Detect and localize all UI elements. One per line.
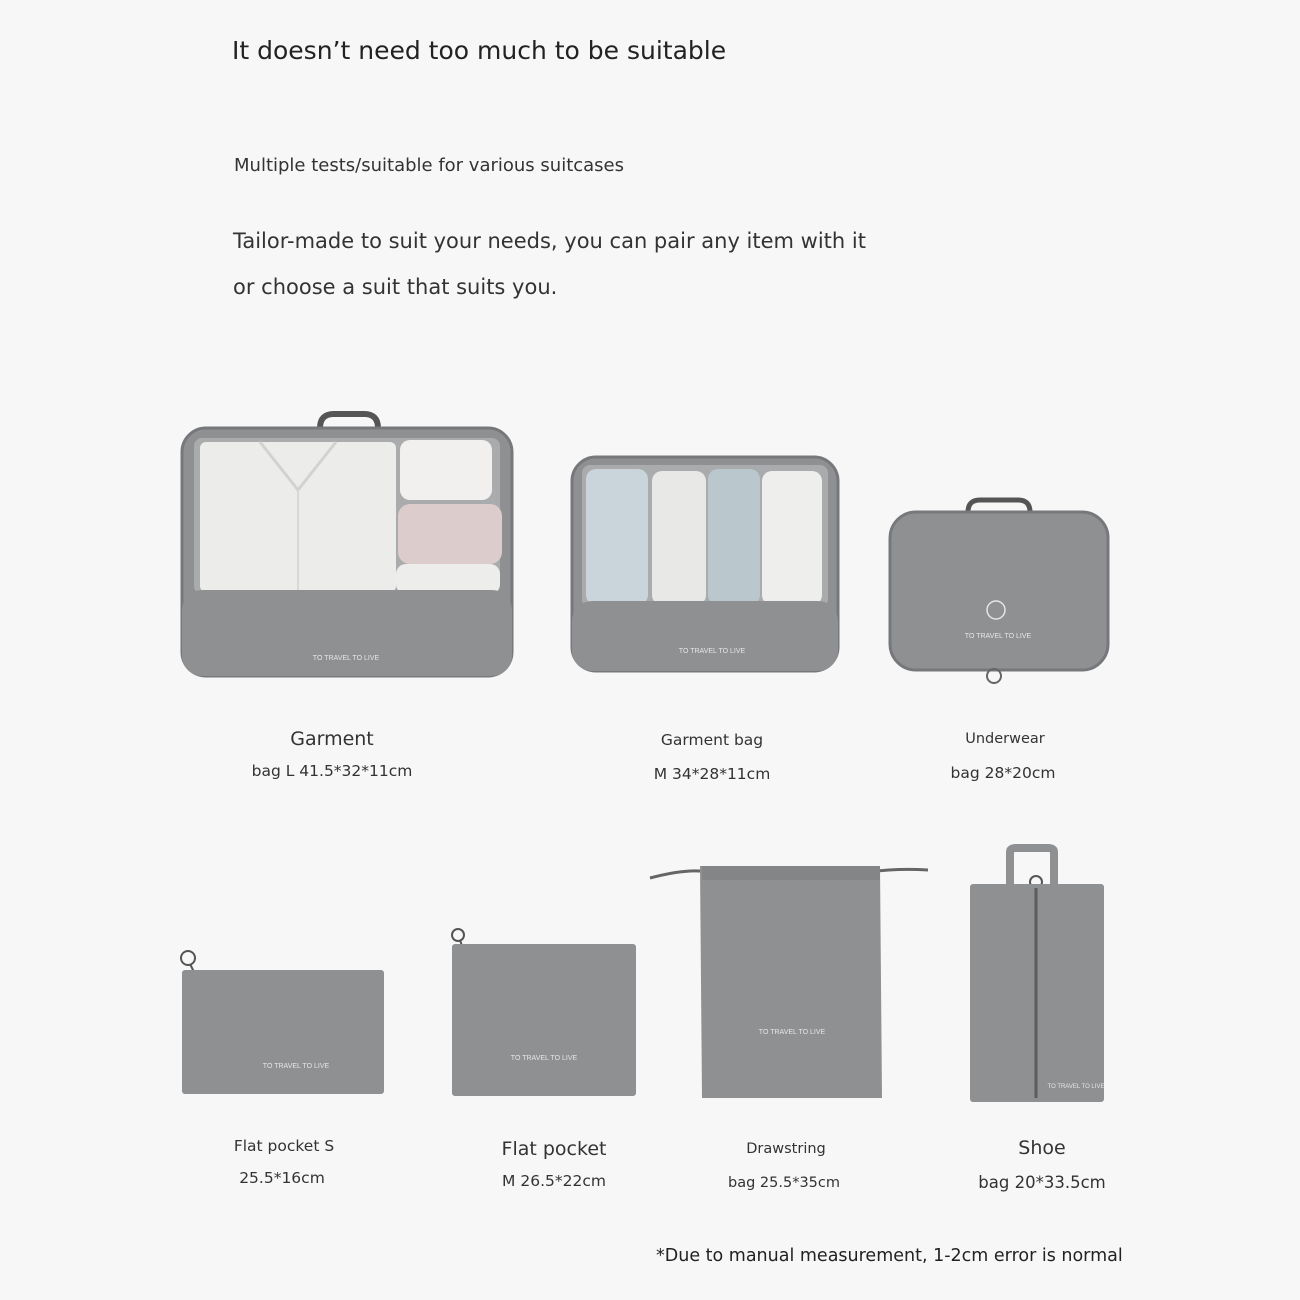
product-name-shoe: Shoe [1018, 1137, 1066, 1159]
product-name-drawstring: Drawstring [746, 1141, 826, 1157]
product-size-garment-bag: M 34*28*11cm [653, 765, 771, 783]
bag-print-text: TO TRAVEL TO LIVE [312, 655, 380, 662]
flat-pocket-medium-image [448, 926, 640, 1100]
product-size-drawstring: bag 25.5*35cm [728, 1175, 840, 1191]
bag-print-text: TO TRAVEL TO LIVE [964, 633, 1032, 640]
product-name-garment: Garment [290, 728, 374, 750]
product-size-garment: bag L 41.5*32*11cm [251, 762, 413, 780]
garment-bag-medium-image [570, 455, 842, 677]
drawstring-bag-image [648, 858, 932, 1104]
bag-print-text: TO TRAVEL TO LIVE [510, 1055, 578, 1062]
bag-print-text: TO TRAVEL TO LIVE [758, 1029, 826, 1036]
product-name-flat-pocket-s: Flat pocket S [233, 1137, 335, 1155]
measurement-footnote: *Due to manual measurement, 1-2cm error is normal [656, 1246, 1123, 1266]
bag-print-text: TO TRAVEL TO LIVE [262, 1063, 330, 1070]
product-name-flat-pocket: Flat pocket [501, 1138, 607, 1160]
product-name-garment-bag: Garment bag [660, 731, 764, 749]
flat-pocket-small-image [176, 946, 388, 1098]
page-subtitle: Multiple tests/suitable for various suitcases [234, 155, 625, 176]
shoe-bag-image [966, 844, 1110, 1106]
page-title: It doesn’t need too much to be suitable [232, 36, 727, 65]
description-line-1: Tailor-made to suit your needs, you can pair any item with it [233, 229, 866, 253]
bag-print-text: TO TRAVEL TO LIVE [1047, 1084, 1105, 1090]
product-size-flat-pocket-s: 25.5*16cm [239, 1169, 325, 1187]
bag-print-text: TO TRAVEL TO LIVE [678, 648, 746, 655]
description-line-2: or choose a suit that suits you. [233, 275, 558, 299]
product-name-underwear: Underwear [965, 731, 1045, 747]
product-size-underwear: bag 28*20cm [950, 764, 1056, 782]
garment-bag-large-image [180, 410, 516, 682]
underwear-bag-image [888, 498, 1112, 688]
product-size-flat-pocket: M 26.5*22cm [502, 1172, 606, 1190]
product-size-shoe: bag 20*33.5cm [978, 1173, 1106, 1192]
